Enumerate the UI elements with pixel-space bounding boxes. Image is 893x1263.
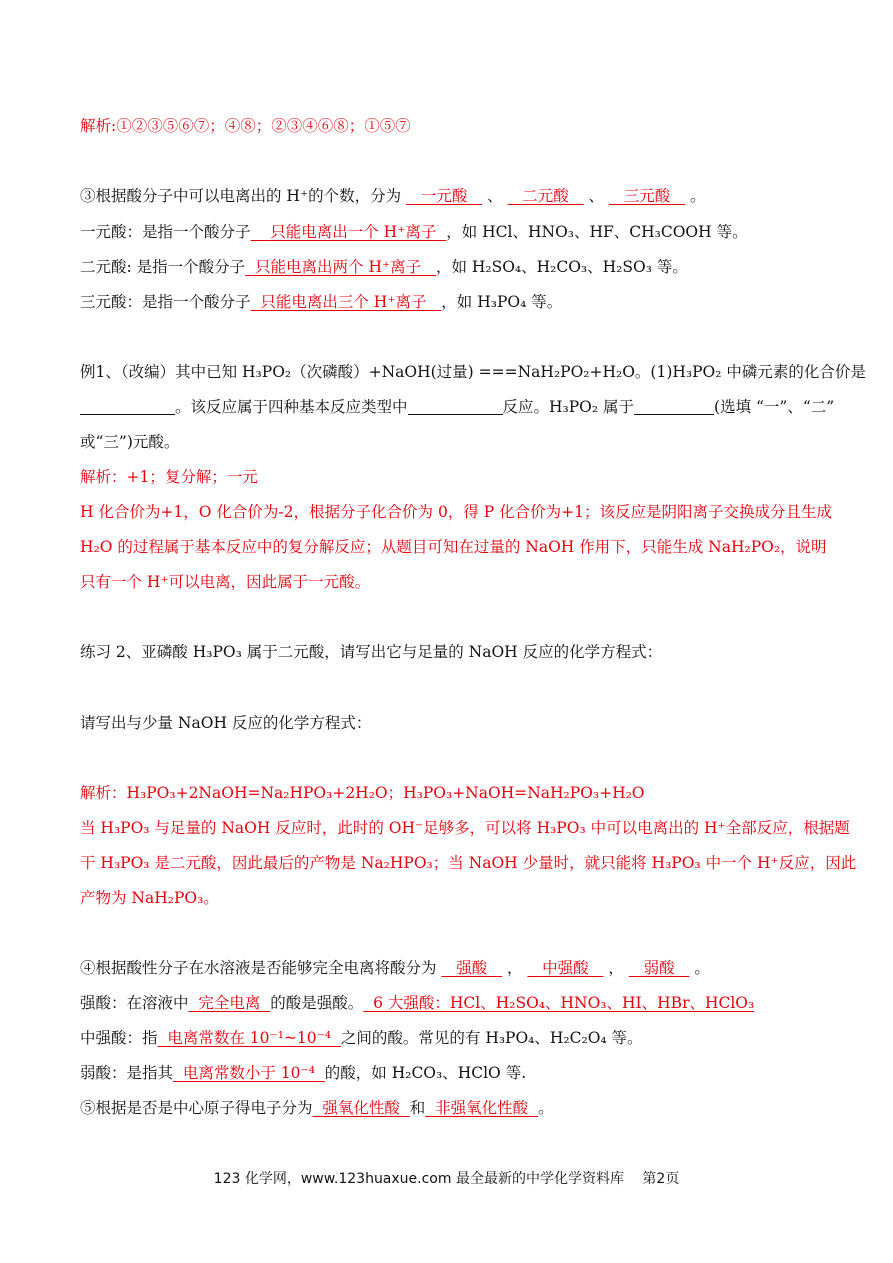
s4-l1-pre: 强酸：在溶液中 — [80, 994, 189, 1012]
s4-l3-answer: 电离常数小于 10⁻⁴ — [182, 1064, 315, 1082]
section-3-intro: ③根据酸分子中可以电离出的 H⁺的个数，分为 一元酸 、 二元酸 、 三元酸 。 — [80, 187, 706, 205]
s3-line-2 — [80, 256, 833, 278]
ex2-explanation-3: 产物为 NaH₂PO₃。 — [80, 889, 219, 907]
blank-1 — [80, 398, 175, 415]
ex1-question-2 — [80, 396, 833, 418]
s5-mid: 和 — [409, 1099, 426, 1117]
ex2-question-2: 请写出与少量 NaOH 反应的化学方程式： — [80, 714, 372, 732]
s3-l3-pre: 三元酸：是指一个酸分子 — [80, 293, 251, 311]
ex1-explanation-1: H 化合价为+1，O 化合价为-2，根据分子化合价为 0，得 P 化合价为+1；该反应是阴阳离子交换成分且生成 — [80, 503, 832, 521]
ex1-question-1: 例1、（改编）其中已知 H₃PO₂（次磷酸）+NaOH(过量) ===NaH₂PO₂+H₂O。(1)H₃PO₂ 中磷元素的化合价是 — [80, 363, 866, 381]
s3-l1-answer: 只能电离出一个 H⁺离子 — [270, 223, 437, 241]
ex2-explanation-1: 当 H₃PO₃ 与足量的 NaOH 反应时，此时的 OH⁻足够多，可以将 H₃PO₃ 中可以电离出的 H⁺全部反应，根据题 — [80, 819, 850, 837]
answer-weak: 弱酸 — [643, 959, 675, 977]
s4-l2-post: 之间的酸。常见的有 H₃PO₄、H₂C₂O₄ 等。 — [340, 1029, 643, 1047]
s3-l2-answer: 只能电离出两个 H⁺离子 — [255, 258, 422, 276]
ex1-explanation-3: 只有一个 H⁺可以电离，因此属于一元酸。 — [80, 573, 371, 591]
blank-2 — [408, 398, 503, 415]
s3-l2-post: ，如 H₂SO₄、H₂CO₃、H₂SO₃ 等。 — [435, 258, 688, 276]
s4-l2-answer: 电离常数在 10⁻¹~10⁻⁴ — [167, 1029, 332, 1047]
ex1-explanation-2: H₂O 的过程属于基本反应中的复分解反应；从题目可知在过量的 NaOH 作用下，只能生成 NaH₂PO₂，说明 — [80, 538, 827, 556]
s4-l2-pre: 中强酸：指 — [80, 1029, 158, 1047]
ex1-answer: 解析：+1；复分解；一元 — [80, 468, 258, 486]
answer-line-1: 解析:①②③⑤⑥⑦；④⑧；②③④⑥⑧；①⑤⑦ — [80, 117, 411, 135]
s4-l1-answer-2: 6 大强酸：HCl、H₂SO₄、HNO₃、HI、HBr、HClO₃ — [373, 994, 755, 1012]
s5-answer-2: 非强氧化性酸 — [435, 1099, 529, 1117]
s4-intro-text: ④根据酸性分子在水溶液是否能够完全电离将酸分为 — [80, 959, 437, 977]
ex1-q2b: 反应。H₃PO₂ 属于 — [502, 398, 635, 416]
s3-l1-pre: 一元酸：是指一个酸分子 — [80, 223, 251, 241]
answer-a1: 一元酸 — [420, 187, 468, 205]
ex2-question-1: 练习 2、亚磷酸 H₃PO₃ 属于二元酸，请写出它与足量的 NaOH 反应的化学方程式： — [80, 643, 663, 661]
s3-line-1 — [80, 221, 833, 243]
s4-l3-pre: 弱酸：是指其 — [80, 1064, 174, 1082]
ex1-question-3: 或“三”)元酸。 — [80, 433, 180, 451]
s5-answer-1: 强氧化性酸 — [322, 1099, 400, 1117]
ex2-explanation-2: 干 H₃PO₃ 是二元酸，因此最后的产物是 Na₂HPO₃；当 NaOH 少量时，就只能将 H₃PO₃ 中一个 H⁺反应，因此 — [80, 854, 857, 872]
blank-3 — [634, 398, 714, 415]
s3-l3-answer: 只能电离出三个 H⁺离子 — [260, 293, 427, 311]
s4-line-2 — [80, 1027, 833, 1049]
page-footer: 123 化学网，www.123huaxue.com 最全最新的中学化学资料库 第2页 — [213, 1171, 680, 1187]
s3-l3-post: ，如 H₃PO₄ 等。 — [441, 293, 563, 311]
s5-pre: ⑤根据是否是中心原子得电子分为 — [80, 1099, 313, 1117]
s3-l2-pre: 二元酸: 是指一个酸分子 — [80, 258, 246, 276]
answer-strong: 强酸 — [456, 959, 488, 977]
s3-line-3 — [80, 291, 833, 313]
ex1-q2c: (选填 “一”、“二” — [714, 398, 835, 416]
s4-l1-mid: 的酸是强酸。 — [270, 994, 364, 1012]
s5-line: ⑤根据是否是中心原子得电子分为 强氧化性酸 和 非强氧化性酸 。 — [80, 1099, 554, 1117]
answer-medium: 中强酸 — [542, 959, 589, 977]
s4-line-1 — [80, 992, 833, 1014]
section-4-intro: ④根据酸性分子在水溶液是否能够完全电离将酸分为 强酸 ， 中强酸 ， 弱酸 。 — [80, 959, 710, 977]
ex1-q2a: 。该反应属于四种基本反应类型中 — [175, 398, 408, 416]
s4-l1-answer: 完全电离 — [198, 994, 261, 1012]
s4-line-3 — [80, 1062, 833, 1084]
s4-l3-post: 的酸，如 H₂CO₃、HClO 等. — [324, 1064, 527, 1082]
s3-intro-text: ③根据酸分子中可以电离出的 H⁺的个数，分为 — [80, 187, 402, 205]
answer-a3: 三元酸 — [623, 187, 671, 205]
answer-a2: 二元酸 — [522, 187, 569, 205]
ex2-answer: 解析：H₃PO₃+2NaOH=Na₂HPO₃+2H₂O；H₃PO₃+NaOH=NaH₂PO₃+H₂O — [80, 784, 645, 802]
s3-l1-post: ，如 HCl、HNO₃、HF、CH₃COOH 等。 — [446, 223, 748, 241]
